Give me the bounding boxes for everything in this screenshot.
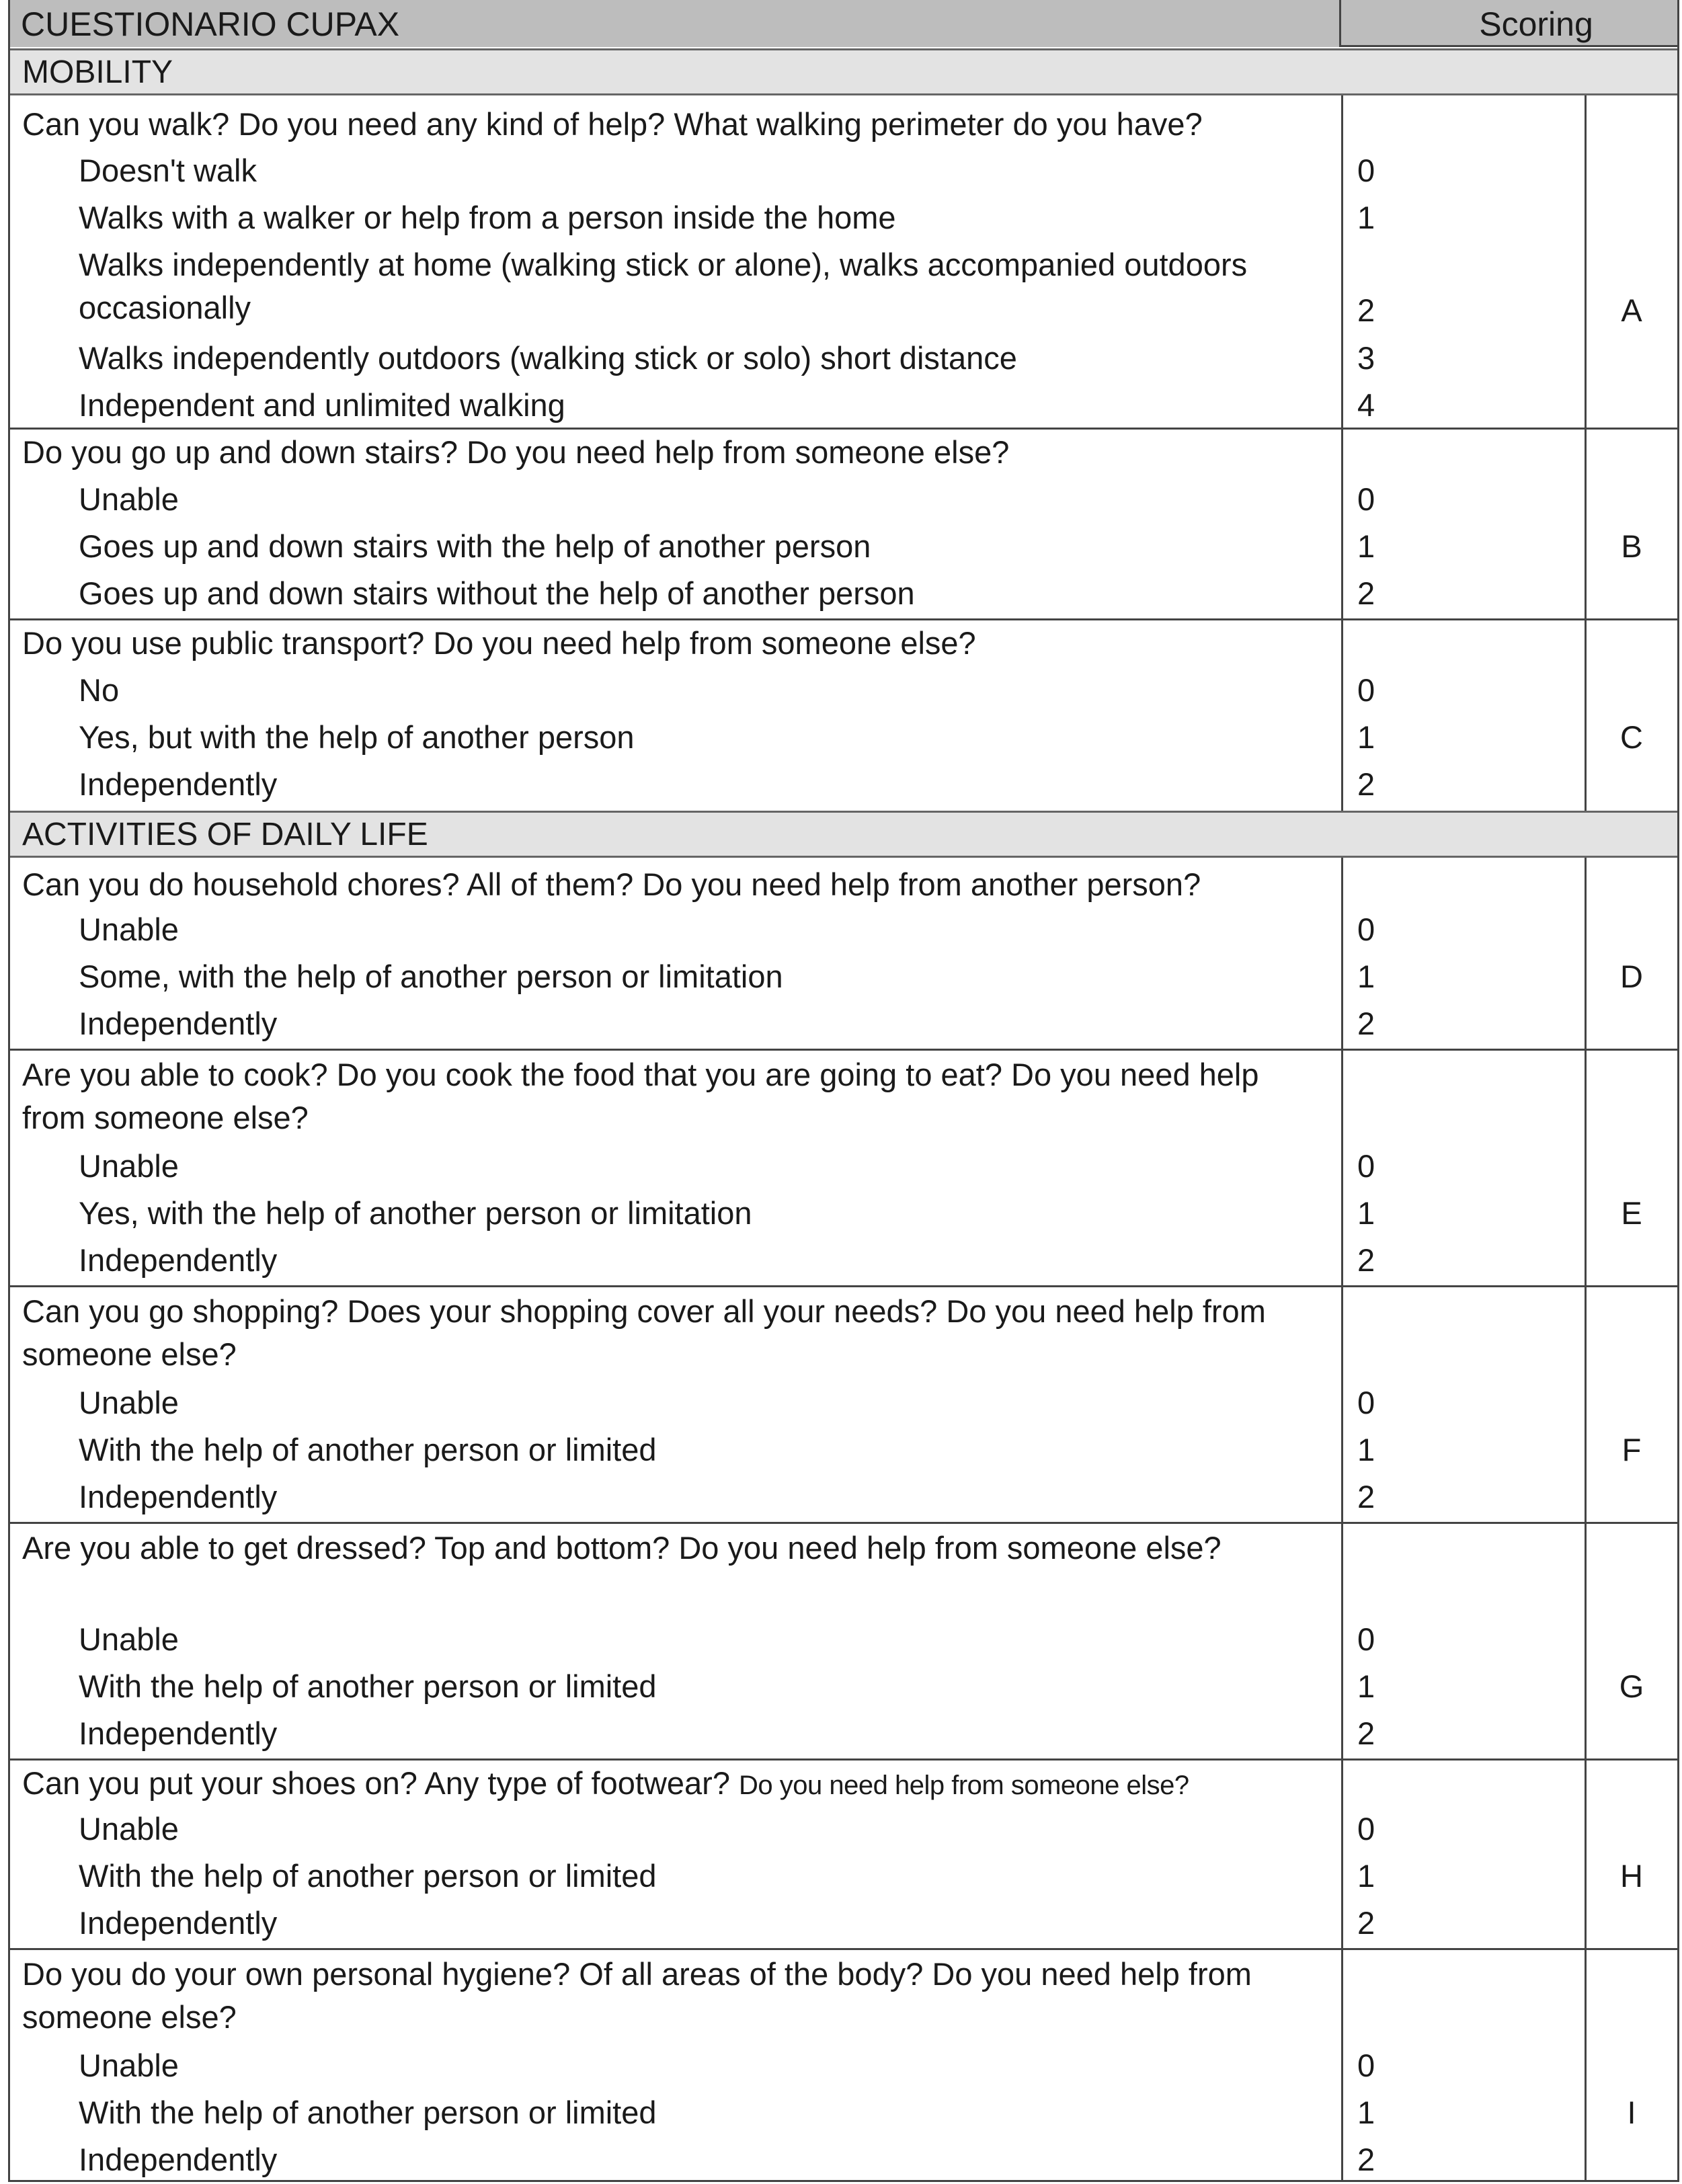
answer-score: 0 xyxy=(1357,1811,1375,1847)
answer-score: 1 xyxy=(1357,1195,1375,1231)
answer-option: Walks independently at home (walking stick or alone), walks accompanied outdoors occasionally xyxy=(79,247,1248,325)
item-letter: D xyxy=(1620,959,1643,994)
section-header-mobility: MOBILITY xyxy=(10,48,1677,95)
answer-option: Goes up and down stairs with the help of another person xyxy=(79,528,871,564)
answer-option: Unable xyxy=(79,1385,179,1420)
question-block-f xyxy=(10,1285,1677,1524)
answer-option: Unable xyxy=(79,481,179,517)
question-block-e xyxy=(10,1049,1677,1287)
answer-option: Independently xyxy=(79,1479,278,1514)
answer-option: Unable xyxy=(79,1621,179,1657)
answer-score: 1 xyxy=(1357,959,1375,994)
answer-score: 0 xyxy=(1357,1385,1375,1420)
answer-option: With the help of another person or limited xyxy=(79,1668,657,1704)
answer-score: 1 xyxy=(1357,200,1375,235)
question-text: Are you able to cook? Do you cook the food that you are going to eat? Do you need help from someone else? xyxy=(22,1057,1259,1135)
answer-score: 1 xyxy=(1357,1858,1375,1894)
question-text: Do you use public transport? Do you need help from someone else? xyxy=(22,625,976,661)
answer-option: Unable xyxy=(79,1148,179,1184)
item-letter: G xyxy=(1619,1668,1644,1704)
answer-option: Independently xyxy=(79,1006,278,1041)
answer-option: With the help of another person or limited xyxy=(79,2095,657,2130)
answer-option: Independently xyxy=(79,1905,278,1941)
answer-score: 0 xyxy=(1357,1148,1375,1184)
question-text xyxy=(22,1762,1326,1807)
answer-score: 1 xyxy=(1357,1668,1375,1704)
answer-option: Independently xyxy=(79,1242,278,1278)
question-block-c xyxy=(10,618,1677,813)
answer-score: 1 xyxy=(1357,1432,1375,1467)
answer-score: 2 xyxy=(1357,1479,1375,1514)
question-text: Can you walk? Do you need any kind of help? What walking perimeter do you have? xyxy=(22,106,1203,142)
question-block-d xyxy=(10,858,1677,1049)
answer-score: 2 xyxy=(1357,1715,1375,1751)
question-text-main: Can you put your shoes on? Any type of footwear? xyxy=(22,1765,730,1801)
answer-score: 0 xyxy=(1357,1621,1375,1657)
answer-option: Independently xyxy=(79,1715,278,1751)
item-letter: F xyxy=(1621,1432,1642,1467)
question-block-h xyxy=(10,1758,1677,1950)
question-text-tail: Do you need help from someone else? xyxy=(739,1771,1189,1800)
item-letter: C xyxy=(1620,719,1643,755)
answer-option: Unable xyxy=(79,1811,179,1847)
answer-option: Yes, with the help of another person or limitation xyxy=(79,1195,752,1231)
answer-score: 2 xyxy=(1357,2142,1375,2177)
answer-option: Unable xyxy=(79,2048,179,2083)
question-block-a xyxy=(10,95,1677,428)
answer-score: 2 xyxy=(1357,1006,1375,1041)
answer-option: With the help of another person or limited xyxy=(79,1858,657,1894)
answer-option: Goes up and down stairs without the help of another person xyxy=(79,575,915,611)
form-title: CUESTIONARIO CUPAX xyxy=(10,0,1341,47)
question-text: Are you able to get dressed? Top and bottom? Do you need help from someone else? xyxy=(22,1530,1222,1566)
question-text: Do you do your own personal hygiene? Of all areas of the body? Do you need help from someone else? xyxy=(22,1956,1252,2035)
answer-score: 3 xyxy=(1357,340,1375,376)
answer-option: Independently xyxy=(79,766,278,802)
answer-option: Unable xyxy=(79,912,179,947)
question-block-g xyxy=(10,1522,1677,1761)
answer-option: No xyxy=(79,672,120,708)
answer-score: 2 xyxy=(1357,1905,1375,1941)
answer-option: With the help of another person or limited xyxy=(79,1432,657,1467)
answer-option: Some, with the help of another person or limitation xyxy=(79,959,783,994)
answer-score: 2 xyxy=(1357,575,1375,611)
question-text: Can you do household chores? All of them? Do you need help from another person? xyxy=(22,866,1201,902)
item-letter: H xyxy=(1620,1858,1643,1894)
answer-score: 0 xyxy=(1357,672,1375,708)
item-letter: E xyxy=(1621,1195,1642,1231)
answer-option: Walks independently outdoors (walking stick or solo) short distance xyxy=(79,340,1017,376)
question-block-i xyxy=(10,1948,1677,2182)
answer-score: 0 xyxy=(1357,153,1375,188)
cupax-questionnaire-form xyxy=(8,0,1679,2182)
question-text: Can you go shopping? Does your shopping cover all your needs? Do you need help from someone else? xyxy=(22,1293,1266,1372)
answer-score: 2 xyxy=(1357,766,1375,802)
item-letter: B xyxy=(1621,528,1642,564)
section-header-activities-of-daily-life: ACTIVITIES OF DAILY LIFE xyxy=(10,811,1677,858)
answer-score: 1 xyxy=(1357,719,1375,755)
question-text: Do you go up and down stairs? Do you need help from someone else? xyxy=(22,434,1010,470)
answer-score: 1 xyxy=(1357,2095,1375,2130)
answer-score: 0 xyxy=(1357,2048,1375,2083)
answer-option: Yes, but with the help of another person xyxy=(79,719,635,755)
answer-option: Independent and unlimited walking xyxy=(79,387,565,423)
answer-score: 4 xyxy=(1357,387,1375,423)
scoring-column-header: Scoring xyxy=(1341,0,1677,47)
answer-score: 2 xyxy=(1357,1242,1375,1278)
question-block-b xyxy=(10,428,1677,620)
answer-score: 2 xyxy=(1357,292,1375,328)
answer-option: Walks with a walker or help from a person inside the home xyxy=(79,200,896,235)
item-letter: A xyxy=(1621,292,1642,328)
item-letter: I xyxy=(1627,2095,1636,2130)
answer-score: 1 xyxy=(1357,528,1375,564)
answer-score: 0 xyxy=(1357,912,1375,947)
answer-option: Doesn't walk xyxy=(79,153,257,188)
answer-score: 0 xyxy=(1357,481,1375,517)
answer-option: Independently xyxy=(79,2142,278,2177)
